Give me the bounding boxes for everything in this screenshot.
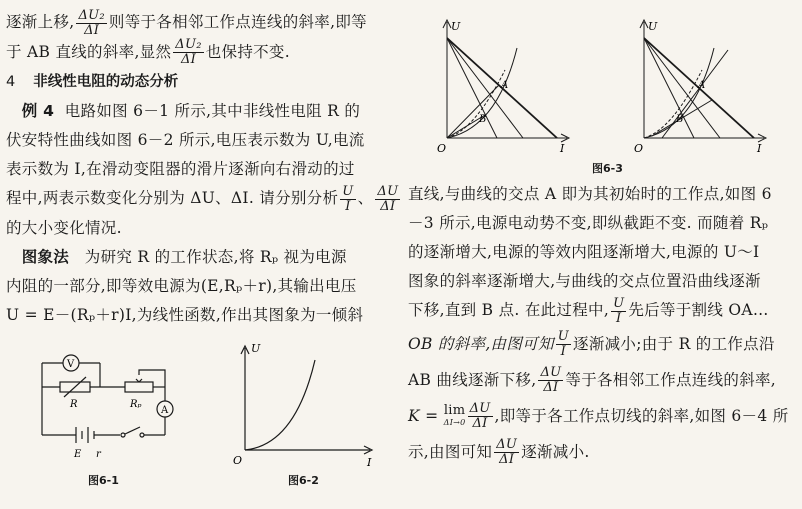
axis-u-label: U bbox=[251, 342, 261, 355]
example-paragraph: 例 4 电路如图 6－1 所示,其中非线性电阻 R 的 伏安特性曲线如图 6－2 所示,电压表示数为 U,电流 表示数为 I,在滑动变阻器的滑片逐渐向右滑动的过 程中,两表示数变化分别为 ΔU、ΔI. 请分别分析 $\frac{U}{I}$ 、 $\frac{\Delta U}{\Delta I}$ 的大小变化情况. bbox=[6, 102, 399, 237]
text: 于 AB 直线的斜率,显然 bbox=[6, 42, 172, 61]
origin-label: O bbox=[634, 142, 644, 155]
figure-6-2-caption: 图6-2 bbox=[288, 474, 319, 487]
text: 逐渐上移, bbox=[6, 13, 75, 31]
right-column bbox=[408, 180, 800, 470]
point-b-label: B bbox=[676, 114, 684, 125]
example-label: 例 4 bbox=[21, 102, 55, 120]
figure-6-1-caption: 图6-1 bbox=[88, 474, 119, 487]
figure-6-3-caption: 图6-3 bbox=[592, 162, 623, 175]
fraction-du2-b: $\frac{\text{ΔU₂}}{\Delta I}$ bbox=[175, 37, 202, 67]
resistor-rp-label: Rₚ bbox=[130, 399, 142, 410]
text: 也保持不变. bbox=[205, 42, 290, 61]
point-a-label: A bbox=[698, 80, 706, 91]
limit-expression: lim ΔI→0 bbox=[443, 402, 466, 427]
internal-r-label: r bbox=[96, 449, 101, 460]
right-paragraph: 直线,与曲线的交点 A 即为其初始时的工作点,如图 6 －3 所示,电源电动势不变,即纵截距不变. 而随着 Rₚ 的逐渐增大,电源的等效内阻逐渐增大,电源的 U～I 图象的斜率逐渐增大,与曲线的交点位置沿曲线逐渐 下移,直到 B 点. 在此过程中, $\frac{U}{I}$ 先后等于割线 OA… bbox=[408, 185, 772, 326]
section-heading bbox=[6, 69, 404, 95]
heading-text: 非线性电阻的动态分析 bbox=[33, 74, 179, 90]
axis-u-label: U bbox=[648, 20, 658, 33]
fraction-ui-r2: $\frac{U}{I}$ bbox=[557, 329, 570, 359]
axis-u-label: U bbox=[451, 20, 461, 33]
right-paragraph-2: OB 的斜率,由图可知 $\frac{U}{I}$ 逐渐减小;由于 R 的工作点沿 AB 曲线逐渐下移, $\frac{\Delta U}{\Delta I}$ 等于各相邻工作点连线的斜率, K = lim ΔI→0 $\frac{\Delta U}{\Delta I}$ ,即等于各工作点切线的斜率,如图 6－4 所 示,由图可知 $\frac{\Delta U}{\Delta I}$ 逐渐减小. bbox=[408, 329, 789, 467]
origin-label: O bbox=[437, 142, 447, 155]
paragraph-top-2 bbox=[6, 38, 404, 68]
figure-6-3-graph-left bbox=[435, 10, 575, 155]
method-paragraph: 图象法 为研究 R 的工作状态,将 Rₚ 视为电源 内阻的一部分,即等效电源为(E,Rₚ＋r),其输出电压 U = E－(Rₚ＋r)I,为线性函数,作出其图象为一倾斜 bbox=[6, 247, 364, 324]
origin-label: O bbox=[233, 454, 243, 467]
heading-number: 4 bbox=[6, 74, 16, 90]
paragraph-top bbox=[6, 8, 404, 38]
fraction-dudi-r: $\frac{\Delta U}{\Delta I}$ bbox=[540, 365, 562, 395]
fraction-dudi-r2: $\frac{\Delta U}{\Delta I}$ bbox=[469, 401, 491, 431]
figure-6-1-circuit bbox=[30, 345, 190, 470]
point-b-label: B bbox=[479, 114, 487, 125]
axis-i-label: I bbox=[560, 142, 565, 155]
figure-6-2-graph bbox=[225, 340, 385, 470]
text: 则等于各相邻工作点连线的斜率,即等 bbox=[108, 13, 367, 31]
fraction-ui: $\frac{U}{I}$ bbox=[342, 183, 354, 214]
fraction-dudi-r3: $\frac{\Delta U}{\Delta I}$ bbox=[496, 437, 518, 467]
figure-6-3-graph-right bbox=[632, 10, 772, 155]
ammeter-label: A bbox=[161, 405, 169, 416]
fraction-du2: $\frac{\text{ΔU₂}}{\Delta I}$ bbox=[78, 7, 105, 38]
emf-label: E bbox=[74, 449, 82, 460]
left-column bbox=[6, 8, 404, 330]
resistor-r-label: R bbox=[70, 399, 78, 410]
axis-i-label: I bbox=[367, 456, 372, 469]
fraction-dudi: $\frac{\Delta U}{\Delta I}$ bbox=[377, 183, 399, 214]
point-a-label: A bbox=[501, 80, 509, 91]
voltmeter-label: V bbox=[67, 359, 75, 370]
axis-i-label: I bbox=[757, 142, 762, 155]
fraction-ui-r: $\frac{U}{I}$ bbox=[613, 295, 625, 326]
method-label: 图象法 bbox=[21, 247, 70, 266]
